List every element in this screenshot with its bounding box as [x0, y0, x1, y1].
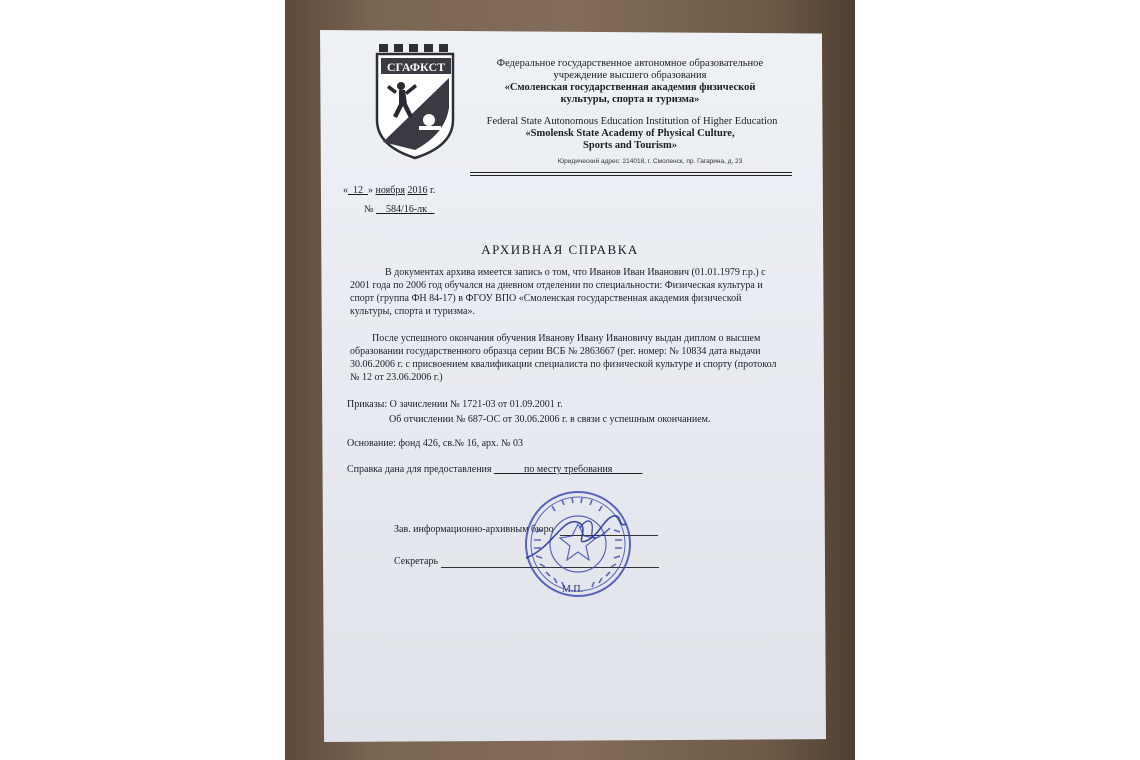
- date-quote-open: «: [343, 185, 348, 196]
- logo-text: СГАФКСТ: [386, 60, 446, 74]
- header-ru-name2: культуры, спорта и туризма»: [560, 94, 700, 105]
- legal-address: Юридический адрес: 214018, г. Смоленск, пр. Гагарина, д. 23: [557, 158, 743, 165]
- stamp-place-label: М.П.: [562, 584, 584, 595]
- issued-value: по месту требования: [524, 464, 613, 475]
- header-divider-secondary: [470, 175, 792, 176]
- number-label: №: [364, 204, 374, 215]
- date-day: [348, 185, 368, 196]
- header-ru-line1: Федеральное государственное автономное образовательное: [496, 58, 764, 69]
- number-value: 584/16-лк: [386, 204, 428, 215]
- header-en-name1: «Smolensk State Academy of Physical Culture,: [525, 128, 735, 139]
- issued-label: Справка дана для предоставления: [347, 464, 492, 475]
- document-date: [343, 184, 435, 197]
- header-en-line1: Federal State Autonomous Education Institution of Higher Education: [486, 116, 778, 127]
- paragraph2-line4: № 12 от 23.06.2006 г.): [350, 372, 443, 383]
- header-ru-name1: «Смоленская государственная академия физической: [504, 82, 756, 93]
- date-quote-close: »: [368, 185, 373, 196]
- paragraph1-line2: 2001 года по 2006 год обучался на дневном отделении по специальности: Физическая культура и: [350, 280, 763, 291]
- paragraph2-line2: образовании государственного образца серии ВСБ № 2863667 (рег. номер: № 10834 дата выдачи: [350, 346, 761, 357]
- header-en-name2: Sports and Tourism»: [583, 140, 677, 151]
- paragraph1-line1: В документах архива имеется запись о том, что Иванов Иван Иванович (01.01.1979 г.р.) с: [385, 267, 766, 278]
- paragraph2-line1: После успешного окончания обучения Иванову Ивану Ивановичу выдан диплом о высшем: [372, 333, 761, 344]
- academy-emblem: [375, 42, 457, 160]
- paragraph1-line3: спорт (группа ФН 84-17) в ФГОУ ВПО «Смоленская государственная академия физической: [350, 293, 742, 304]
- basis: Основание: фонд 426, св.№ 16, арх. № 03: [347, 438, 524, 449]
- date-day-value: 12: [353, 185, 363, 196]
- date-year-suffix: г.: [429, 185, 436, 196]
- number-value-wrap: [376, 204, 434, 215]
- header-ru-line2: учреждение высшего образования: [553, 70, 707, 81]
- issued-for: [347, 463, 642, 476]
- issued-value-wrap: [494, 464, 642, 475]
- header-divider: [470, 172, 792, 173]
- document-title: АРХИВНАЯ СПРАВКА: [481, 242, 639, 257]
- orders-line1: Приказы: О зачислении № 1721-03 от 01.09.2001 г.: [347, 399, 563, 410]
- date-year: 2016: [407, 185, 428, 196]
- date-month: ноября: [375, 185, 405, 196]
- head-signature-label: Зав. информационно-архивным бюро: [394, 524, 554, 535]
- official-stamp: [522, 488, 634, 600]
- paragraph2-line3: 30.06.2006 г. с присвоением квалификации специалиста по физической культуре и спорту (протокол: [350, 359, 777, 370]
- document-number: [364, 203, 435, 216]
- secretary-label: Секретарь: [394, 556, 439, 567]
- paragraph1-line4: культуры, спорта и туризма».: [350, 306, 475, 317]
- orders-line2: Об отчислении № 687-ОС от 30.06.2006 г. в связи с успешным окончанием.: [389, 414, 711, 425]
